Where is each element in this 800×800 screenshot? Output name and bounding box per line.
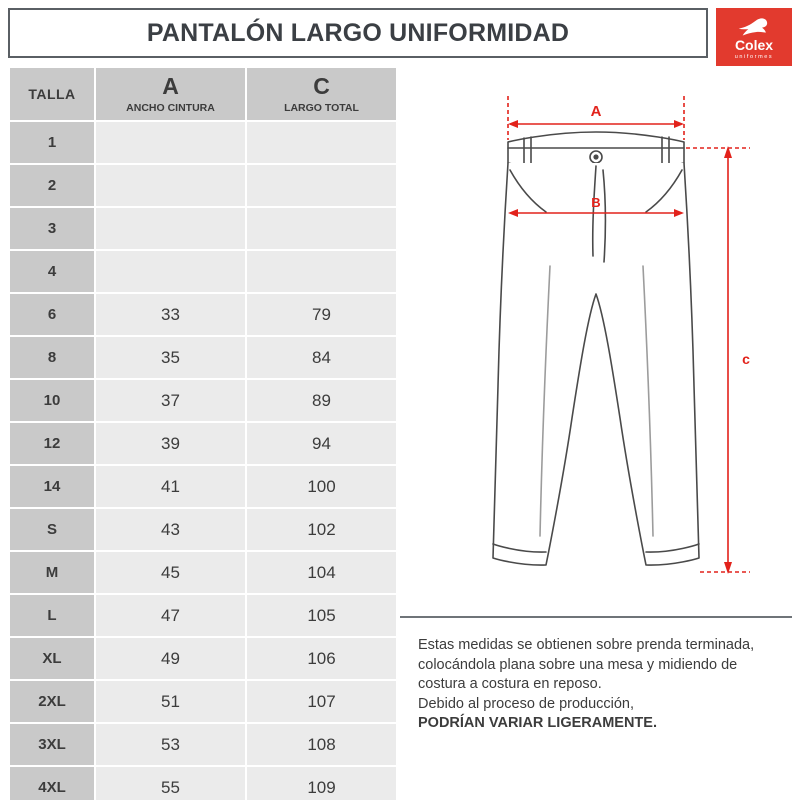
size-table-container (8, 66, 396, 800)
brand-logo (716, 8, 792, 66)
note-line-1: Estas medidas se obtienen sobre prenda terminada, colocándola plana sobre una mesa y midiendo de costura a costura en reposo. (418, 637, 755, 692)
table-row (9, 379, 397, 422)
cell-c: 105 (246, 594, 397, 637)
cell-talla: 1 (9, 121, 95, 164)
table-row (9, 336, 397, 379)
brand-name: Colex (734, 36, 774, 53)
cell-a: 51 (95, 680, 246, 723)
cell-talla: 12 (9, 422, 95, 465)
table-row (9, 766, 397, 800)
cell-talla: 14 (9, 465, 95, 508)
column-header-talla (9, 67, 95, 121)
cell-c: 104 (246, 551, 397, 594)
cell-c: 106 (246, 637, 397, 680)
cell-a (95, 250, 246, 293)
cell-talla: 4 (9, 250, 95, 293)
cell-c: 100 (246, 465, 397, 508)
table-row (9, 723, 397, 766)
column-header-talla-label: TALLA (28, 86, 76, 102)
label-a: A (590, 103, 602, 120)
cell-talla: 2 (9, 164, 95, 207)
cell-a: 49 (95, 637, 246, 680)
table-row (9, 551, 397, 594)
label-c: c (742, 351, 750, 367)
table-header-row (9, 67, 397, 121)
bird-icon (737, 17, 771, 37)
column-header-a-sub: ANCHO CINTURA (126, 101, 215, 114)
cell-talla: S (9, 508, 95, 551)
cell-c (246, 164, 397, 207)
cell-talla: L (9, 594, 95, 637)
note-line-2: Debido al proceso de producción, (418, 695, 635, 712)
cell-a (95, 121, 246, 164)
table-row (9, 250, 397, 293)
cell-c: 109 (246, 766, 397, 800)
cell-a: 37 (95, 379, 246, 422)
cell-a: 41 (95, 465, 246, 508)
cell-a (95, 207, 246, 250)
table-row (9, 121, 397, 164)
cell-a (95, 164, 246, 207)
cell-a: 35 (95, 336, 246, 379)
table-row (9, 508, 397, 551)
column-header-c (246, 67, 397, 121)
cell-a: 53 (95, 723, 246, 766)
cell-c (246, 207, 397, 250)
cell-talla: 2XL (9, 680, 95, 723)
cell-c: 79 (246, 293, 397, 336)
table-row (9, 207, 397, 250)
table-row (9, 465, 397, 508)
column-header-a-letter: A (162, 72, 179, 99)
cell-talla: 3XL (9, 723, 95, 766)
cell-a: 43 (95, 508, 246, 551)
table-row (9, 637, 397, 680)
header (0, 0, 800, 64)
label-b: B (591, 195, 601, 210)
cell-talla: M (9, 551, 95, 594)
column-header-c-letter: C (313, 72, 330, 99)
cell-talla: 3 (9, 207, 95, 250)
cell-talla: 6 (9, 293, 95, 336)
cell-c: 107 (246, 680, 397, 723)
table-row (9, 422, 397, 465)
cell-c: 108 (246, 723, 397, 766)
title-bar (8, 8, 708, 58)
table-row (9, 293, 397, 336)
cell-talla: 4XL (9, 766, 95, 800)
cell-c: 84 (246, 336, 397, 379)
cell-a: 55 (95, 766, 246, 800)
cell-a: 33 (95, 293, 246, 336)
brand-tagline: uniformes (734, 53, 774, 60)
cell-c: 89 (246, 379, 397, 422)
cell-c (246, 250, 397, 293)
table-row (9, 680, 397, 723)
cell-a: 45 (95, 551, 246, 594)
cell-talla: 8 (9, 336, 95, 379)
note-panel (400, 616, 792, 792)
cell-c: 102 (246, 508, 397, 551)
table-row (9, 164, 397, 207)
column-header-c-sub: LARGO TOTAL (284, 101, 359, 114)
cell-talla: 10 (9, 379, 95, 422)
cell-talla: XL (9, 637, 95, 680)
cell-c: 94 (246, 422, 397, 465)
cell-c (246, 121, 397, 164)
table-row (9, 594, 397, 637)
size-table (8, 66, 398, 800)
column-header-a (95, 67, 246, 121)
cell-a: 47 (95, 594, 246, 637)
page-title: PANTALÓN LARGO UNIFORMIDAD (146, 18, 570, 47)
garment-illustration (400, 66, 792, 611)
note-line-3: PODRÍAN VARIAR LIGERAMENTE. (418, 715, 657, 731)
cell-a: 39 (95, 422, 246, 465)
trousers-diagram (400, 66, 792, 611)
